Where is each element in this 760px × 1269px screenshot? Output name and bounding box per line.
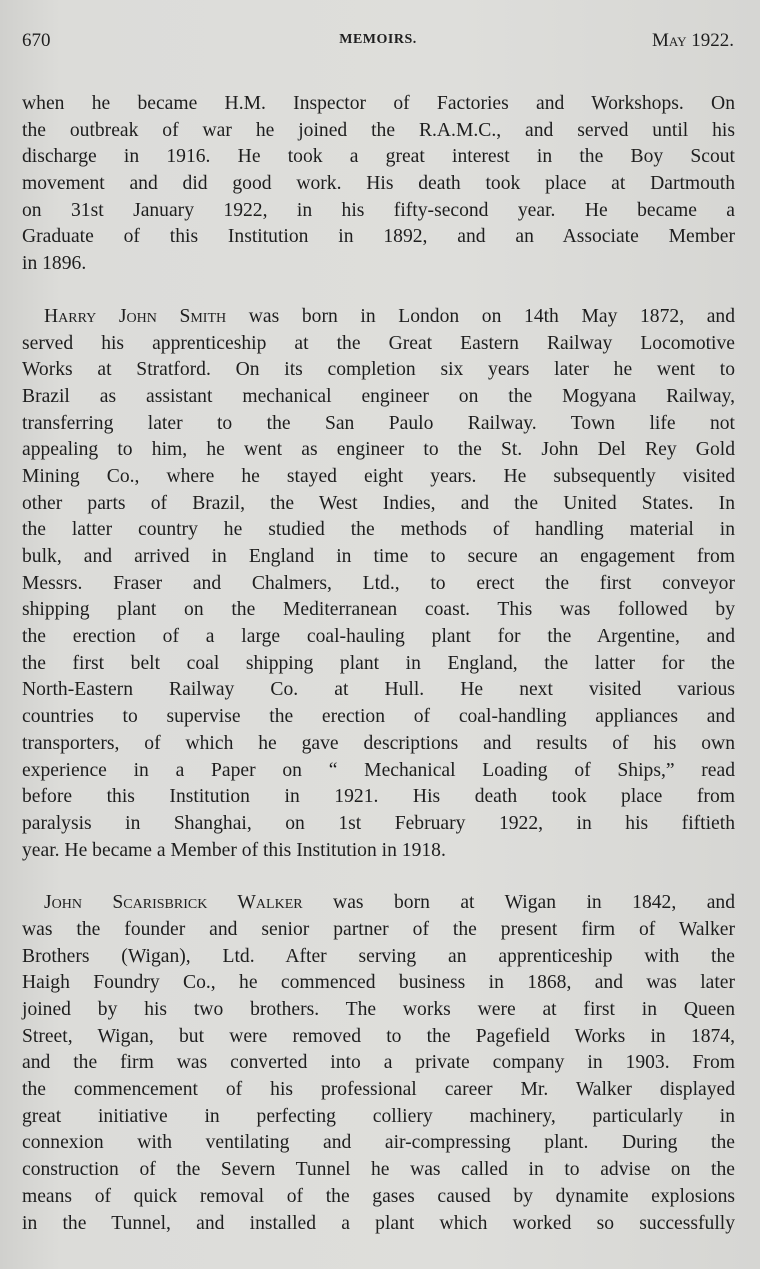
memoir-john-scarisbrick-walker — [22, 890, 735, 1237]
page-number: 670 — [22, 30, 51, 51]
text-line: year. He became a Member of this Institution in 1918. — [22, 839, 446, 861]
text-line: transferring later to the San Paulo Railway. Town life not — [22, 412, 735, 434]
memoir-paragraph-continued — [22, 91, 735, 278]
text-line: joined by his two brothers. The works were at first in Queen — [22, 999, 735, 1020]
text-line: Graduate of this Institution in 1892, and an Associate Member — [22, 226, 735, 248]
text-line: was the founder and senior partner of the present firm of Walker — [22, 918, 735, 940]
text-line: discharge in 1916. He took a great interest in the Boy Scout — [22, 146, 735, 168]
text-line: appealing to him, he went as engineer to the St. John Del Rey Gold — [22, 439, 735, 461]
text-line: connexion with ventilating and air-compressing plant. During the — [22, 1132, 735, 1154]
text-line: Works at Stratford. On its completion six years later he went to — [22, 359, 735, 381]
text-line: in the Tunnel, and installed a plant which worked so successfully — [22, 1212, 735, 1234]
section-title: MEMOIRS. — [339, 32, 417, 47]
text-line: great initiative in perfecting colliery machinery, particularly in — [22, 1105, 735, 1127]
issue-date: May 1922. — [652, 30, 734, 51]
text-line: Messrs. Fraser and Chalmers, Ltd., to erect the first conveyor — [22, 572, 735, 594]
line-text: was born in London on 14th May 1872, and — [226, 305, 735, 327]
page-body — [22, 91, 735, 1237]
text-line: countries to supervise the erection of coal-handling appliances and — [22, 706, 735, 728]
text-line: the outbreak of war he joined the R.A.M.C., and served until his — [22, 119, 735, 141]
text-line: other parts of Brazil, the West Indies, and the United States. In — [22, 492, 735, 514]
text-line: experience in a Paper on “ Mechanical Loading of Ships,” read — [22, 759, 735, 781]
text-line: and the firm was converted into a private company in 1903. From — [22, 1052, 735, 1074]
text-line: the latter country he studied the methods of handling material in — [22, 519, 735, 541]
text-line: Brothers (Wigan), Ltd. After serving an apprenticeship with the — [22, 945, 735, 967]
text-line: construction of the Severn Tunnel he was called in to advise on the — [22, 1159, 735, 1181]
memoir-name: Harry John Smith — [44, 305, 227, 327]
text-line: Brazil as assistant mechanical engineer on the Mogyana Railway, — [22, 385, 735, 407]
text-line: the first belt coal shipping plant in England, the latter for the — [22, 652, 735, 674]
text-line: means of quick removal of the gases caused by dynamite explosions — [22, 1185, 735, 1207]
line-text: was born at Wigan in 1842, and — [302, 892, 735, 914]
text-line: the erection of a large coal-hauling plant for the Argentine, and — [22, 626, 735, 648]
text-line — [22, 890, 735, 917]
text-line: the commencement of his professional career Mr. Walker displayed — [22, 1079, 735, 1101]
text-line: served his apprenticeship at the Great Eastern Railway Locomotive — [22, 332, 735, 354]
memoir-harry-john-smith — [22, 304, 735, 864]
text-line — [22, 304, 735, 331]
running-header — [22, 30, 734, 56]
text-line: bulk, and arrived in England in time to secure an engagement from — [22, 546, 735, 567]
text-line: North-Eastern Railway Co. at Hull. He next visited various — [22, 679, 735, 701]
text-line: paralysis in Shanghai, on 1st February 1922, in his fiftieth — [22, 812, 735, 834]
text-line: Haigh Foundry Co., he commenced business in 1868, and was later — [22, 972, 735, 994]
text-line: Street, Wigan, but were removed to the Pagefield Works in 1874, — [22, 1025, 735, 1047]
text-line: on 31st January 1922, in his fifty-second year. He became a — [22, 199, 735, 221]
text-line: movement and did good work. His death took place at Dartmouth — [22, 173, 735, 195]
text-line: before this Institution in 1921. His death took place from — [22, 786, 735, 808]
text-line: transporters, of which he gave descriptions and results of his own — [22, 732, 735, 754]
text-line: Mining Co., where he stayed eight years. He subsequently visited — [22, 465, 735, 487]
text-line: in 1896. — [22, 253, 87, 275]
text-line: when he became H.M. Inspector of Factories and Workshops. On — [22, 93, 735, 114]
text-line: shipping plant on the Mediterranean coast. This was followed by — [22, 599, 735, 621]
memoir-name: John Scarisbrick Walker — [44, 892, 303, 914]
